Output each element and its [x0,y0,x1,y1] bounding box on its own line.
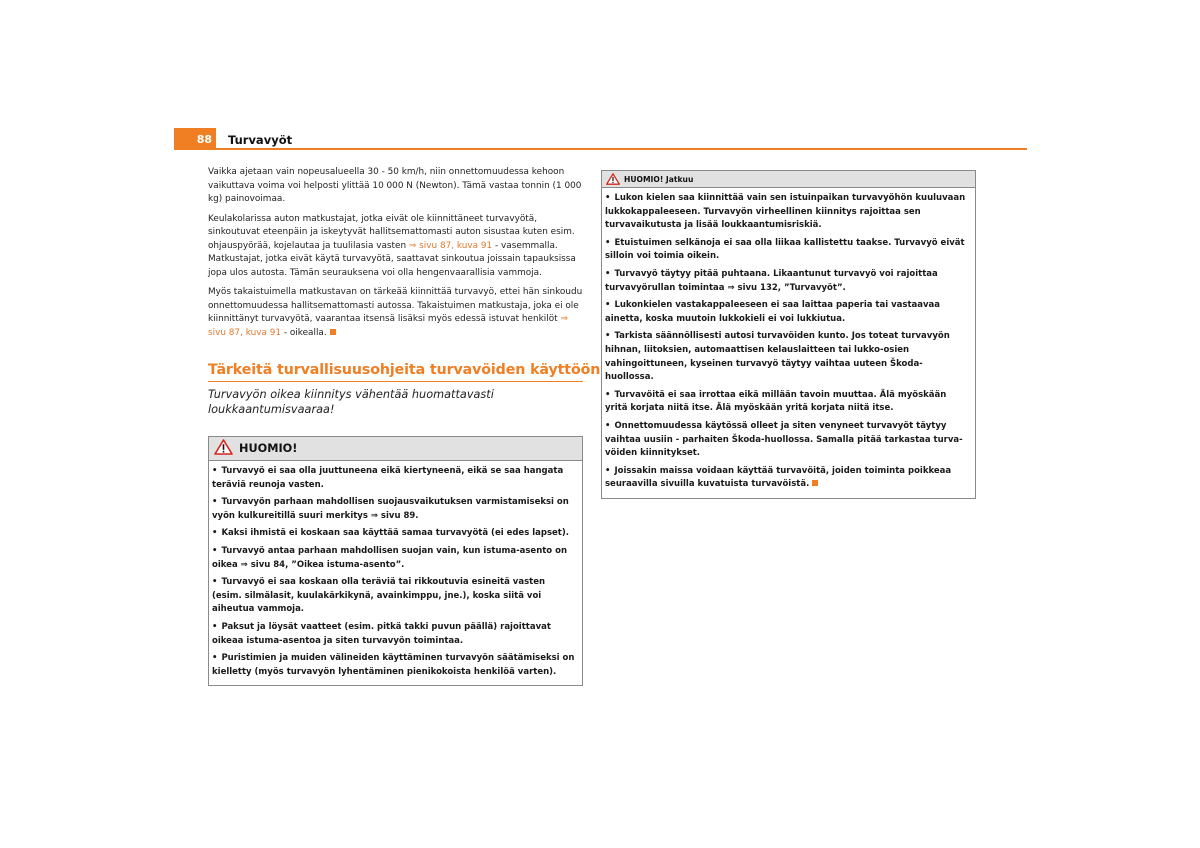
warning-body [602,188,975,498]
section-intro: Turvavyön oikea kiinnitys vähentää huomattavasti loukkaantumisvaaraa! [208,388,494,416]
warning-item-text: Tarkista säännöllisesti autosi turvavöiden kunto. Jos toteat turvavyön hihnan, liitoksien, automaattisen kelauslaitteen tai lukko-osien vahingoittuneen, kyseinen turvavyö täytyy vaihtaa uuteen Škoda-huollossa. [605,331,950,383]
warning-item: • Kaksi ihmistä ei koskaan saa käyttää samaa turvavyötä (ei edes lapset). [212,528,569,539]
left-column [208,166,601,686]
warning-triangle-icon [606,170,620,189]
warning-item: • Paksut ja löysät vaatteet (esim. pitkä takki puvun päällä) rajoittavat oikeaa istuma-asentoa ja siten turvavyön toimintaa. [212,621,551,646]
warning-item: • Tarkista säännöllisesti autosi turvavöiden kunto. Jos toteat turvavyön hihnan, liitoksien, automaattisen kelauslaitteen tai lukko-osien vahingoittuneen, kyseinen turvavyö täytyy vaihtaa uuteen Škoda-huollossa. [605,331,950,383]
warning-triangle-icon [214,439,233,459]
paragraph-text: Keulakolarissa auton matkustajat, jotka eivät ole kiinnittäneet turvavyötä, sinkoutuvat eteenpäin ja iskeytyvät hallitsemattomasti auton sisustaa kuten esim. ohjauspyörää, kojelautaa ja tuulilasia vasten [208,213,575,251]
warning-item-text: Lukonkielen vastakappaleeseen ei saa laittaa paperia tai vastaavaa ainetta, koska muutoin lukkokieli ei voi lukkiutua. [605,300,940,324]
warning-title: HUOMIO! Jatkuu [624,174,694,184]
paragraph-text: - oikealla. [281,327,327,338]
warning-item: • Puristimien ja muiden välineiden käyttäminen turvavyön säätämiseksi on kielletty (myös turvavyön lyhentäminen pienikokoista henkilöä varten). [212,653,575,677]
paragraph [208,166,583,207]
warning-item-text: Onnettomuudessa käytössä olleet ja siten venyneet turvavyöt täytyy vaihtaa uusiin - parhaiten Škoda-huollossa. Samalla pitää tarkastaa turvavöiden kiinnitykset. [605,420,963,459]
warning-item: • Onnettomuudessa käytössä olleet ja siten venyneet turvavyöt täytyy vaihtaa uusiin - parhaiten Škoda-huollossa. Samalla pitää tarkastaa turvavöiden kiinnitykset. [605,420,963,459]
warning-body [209,461,582,685]
warning-item: • Etuistuimen selkänoja ei saa olla liikaa kallistettu taakse. Turvavyö eivät silloin voi toimia oikein. [605,237,965,262]
warning-item: • Turvavyö ei saa olla juuttuneena eikä kiertyneenä, eikä se saa hangata teräviä reunoja vasten. [212,466,564,490]
warning-item: • Turvavyö antaa parhaan mahdollisen suojan vain, kun istuma-asento on oikea ⇒ sivu 84, ”Oikea istuma-asento”. [212,545,567,570]
cross-reference-link[interactable]: ⇒ sivu 87, kuva 91 [208,314,568,338]
warning-item-text: Paksut ja löysät vaatteet (esim. pitkä takki puvun päällä) rajoittavat oikeaa istuma-asentoa ja siten turvavyön toimintaa. [212,621,551,646]
end-of-section-mark [812,480,818,486]
cross-reference-link[interactable]: ⇒ sivu 87, kuva 91 [408,240,493,251]
header-rule [174,148,1027,150]
paragraph [208,286,583,340]
warning-item: • Turvavöitä ei saa irrottaa eikä millään tavoin muuttaa. Älä myöskään yritä korjata niitä itse. Älä myöskään yritä korjata niitä itse. [605,389,947,414]
warning-item-text: Turvavyön parhaan mahdollisen suojausvaikutuksen varmistamiseksi on vyön kulkureitillä suuri merkitys ⇒ sivu 89. [212,497,569,521]
warning-header [209,437,582,461]
warning-header [602,171,975,188]
warning-item-text: Turvavyö ei saa koskaan olla teräviä tai rikkoutuvia esineitä vasten (esim. silmälasit, kuulakärkikynä, avainkimppu, jne.), koska siitä voi aiheutua vammoja. [212,577,546,615]
warning-item-text: Joissakin maissa voidaan käyttää turvavöitä, joiden toiminta poikkeaa seuraavilla sivuilla kuvatuista turvavöistä. [605,465,952,490]
section-title: Tärkeitä turvallisuusohjeita turvavöiden käyttöön [208,362,583,382]
right-column [601,170,976,499]
warning-item: • Lukonkielen vastakappaleeseen ei saa laittaa paperia tai vastaavaa ainetta, koska muutoin lukkokieli ei voi lukkiutua. [605,300,940,324]
warning-box-continued [601,170,976,499]
paragraph-text: Vaikka ajetaan vain nopeusalueella 30 - 50 km/h, niin onnettomuudessa kehoon vaikuttava voima voi helposti ylittää 10 000 N (Newton). Tämä vastaa tonnin (1 000 kg) painovoimaa. [208,167,582,204]
warning-box [208,436,583,686]
warning-item: • Turvavyön parhaan mahdollisen suojausvaikutuksen varmistamiseksi on vyön kulkureitillä suuri merkitys ⇒ sivu 89. [212,497,569,521]
paragraph-text: - vasemmalla. Matkustajat, jotka eivät käytä turvavyötä, saattavat sinkoutua joissain tapauksissa jopa ulos autosta. Tämän seurauksena voi olla hengenvaarallisia vammoja. [208,240,576,278]
warning-item-text: Lukon kielen saa kiinnittää vain sen istuinpaikan turvavyöhön kuuluvaan lukkokappaleeseen. Turvavyön virheellinen kiinnitys rajoittaa sen turvavaikutusta ja lisää loukkaantumisriskiä. [605,193,966,231]
warning-item: • Turvavyö ei saa koskaan olla teräviä tai rikkoutuvia esineitä vasten (esim. silmälasit, kuulakärkikynä, avainkimppu, jne.), koska siitä voi aiheutua vammoja. [212,577,546,615]
warning-item-text: Puristimien ja muiden välineiden käyttäminen turvavyön säätämiseksi on kielletty (myös turvavyön lyhentäminen pienikokoista henkilöä varten). [212,653,575,677]
paragraph-text: Myös takaistuimella matkustavan on tärkeää kiinnittää turvavyö, ettei hän sinkoudu onnettomuudessa hallitsemattomasti autossa. Takaistuimen matkustaja, joka ei ole kiinnittänyt turvavyötä, vaarantaa itsensä lisäksi myös edessä istuvat henkilöt [208,287,583,324]
warning-item-text: Turvavyö ei saa olla juuttuneena eikä kiertyneenä, eikä se saa hangata teräviä reunoja vasten. [212,466,564,490]
chapter-title: Turvavyöt [228,133,293,147]
warning-item-text: Kaksi ihmistä ei koskaan saa käyttää samaa turvavyötä (ei edes lapset). [221,528,569,539]
warning-item: • Lukon kielen saa kiinnittää vain sen istuinpaikan turvavyöhön kuuluvaan lukkokappaleeseen. Turvavyön virheellinen kiinnitys rajoittaa sen turvavaikutusta ja lisää loukkaantumisriskiä. [605,193,966,231]
warning-item-text: Turvavyö täytyy pitää puhtaana. Likaantunut turvavyö voi rajoittaa turvavyörullan toimintaa ⇒ sivu 132, ”Turvavyöt”. [605,268,938,293]
warning-item: • Joissakin maissa voidaan käyttää turvavöitä, joiden toiminta poikkeaa seuraavilla sivuilla kuvatuista turvavöistä. [605,465,952,490]
warning-title: HUOMIO! [239,442,298,455]
paragraph [208,213,583,281]
end-of-section-mark [330,329,336,335]
warning-item-text: Turvavöitä ei saa irrottaa eikä millään tavoin muuttaa. Älä myöskään yritä korjata niitä itse. Älä myöskään yritä korjata niitä itse. [605,389,947,414]
warning-item-text: Etuistuimen selkänoja ei saa olla liikaa kallistettu taakse. Turvavyö eivät silloin voi toimia oikein. [605,237,965,262]
warning-item-text: Turvavyö antaa parhaan mahdollisen suojan vain, kun istuma-asento on oikea ⇒ sivu 84, ”Oikea istuma-asento”. [212,545,567,570]
warning-item: • Turvavyö täytyy pitää puhtaana. Likaantunut turvavyö voi rajoittaa turvavyörullan toimintaa ⇒ sivu 132, ”Turvavyöt”. [605,268,938,293]
page-number: 88 [174,128,216,150]
